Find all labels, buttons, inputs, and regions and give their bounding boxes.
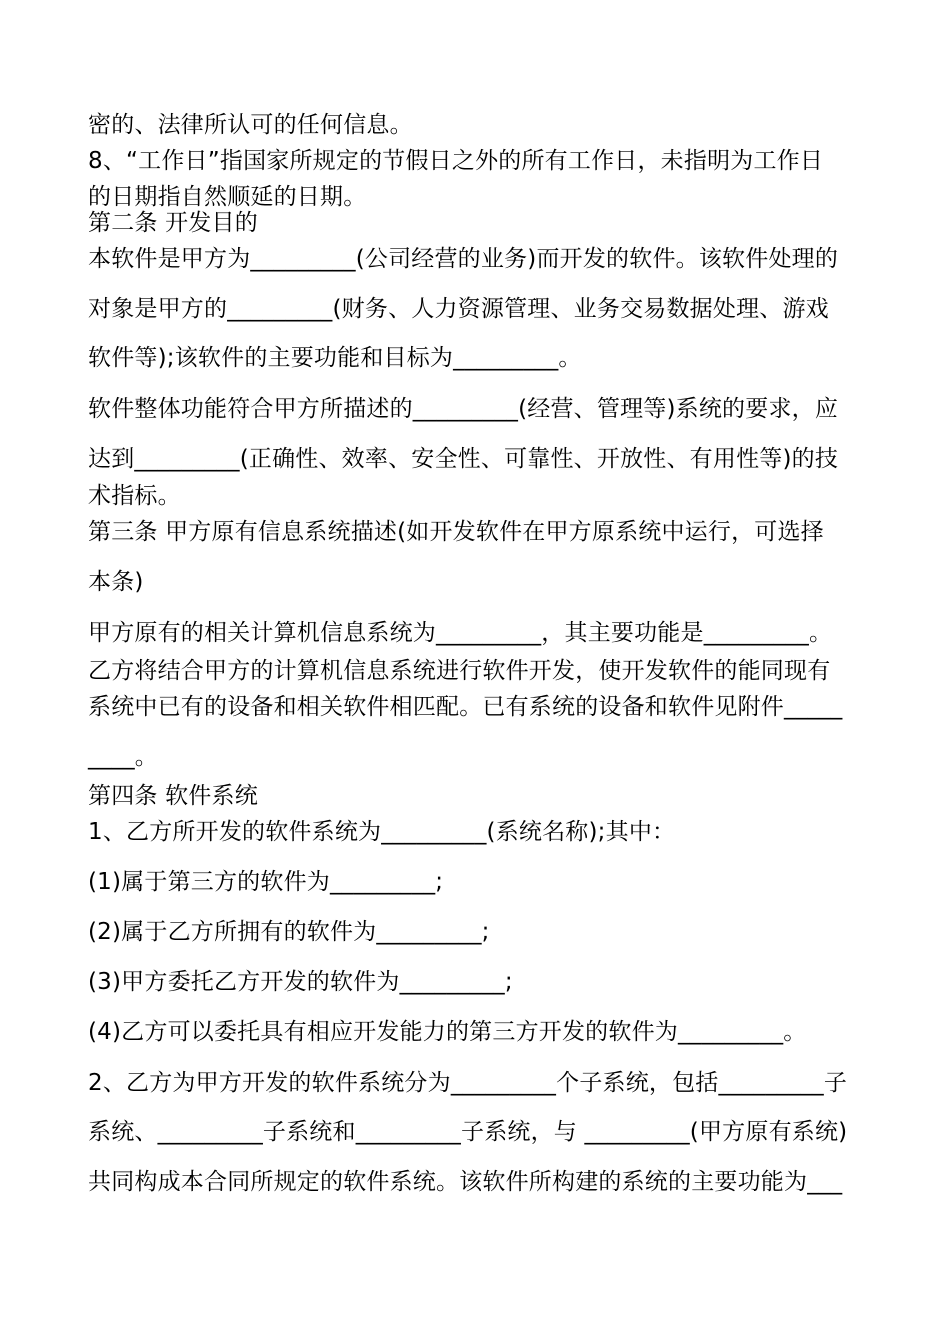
text-line: 2、乙方为甲方开发的软件系统分为_________个子系统，包括_________子 (88, 1070, 848, 1096)
text-line: 甲方原有的相关计算机信息系统为_________，其主要功能是_________。 (88, 620, 833, 646)
text-line: 的日期指自然顺延的日期。 (88, 184, 367, 210)
text-line: 术指标。 (88, 483, 181, 509)
text-line: 本条) (88, 569, 144, 595)
list-item: (3)甲方委托乙方开发的软件为_________; (88, 969, 513, 995)
text-line: 软件整体功能符合甲方所描述的_________(经营、管理等)系统的要求，应 (88, 396, 839, 422)
list-item: (4)乙方可以委托具有相应开发能力的第三方开发的软件为_________。 (88, 1019, 807, 1045)
section-heading: 第二条 开发目的 (88, 210, 258, 236)
list-item: (1)属于第三方的软件为_________; (88, 869, 444, 895)
text-line: 软件等);该软件的主要功能和目标为_________。 (88, 345, 582, 371)
text-line: 系统、_________子系统和_________子系统，与 _________(甲方原有系统) (88, 1119, 848, 1145)
text-line: 乙方将结合甲方的计算机信息系统进行软件开发，使开发软件的能同现有 (88, 658, 831, 684)
text-line: 达到_________(正确性、效率、安全性、可靠性、开放性、有用性等)的技 (88, 446, 839, 472)
text-line: 密的、法律所认可的任何信息。 (88, 112, 413, 138)
text-line: ____。 (88, 744, 158, 770)
text-line: 1、乙方所开发的软件系统为_________(系统名称);其中： (88, 819, 676, 845)
text-line: 共同构成本合同所规定的软件系统。该软件所构建的系统的主要功能为___ (88, 1169, 843, 1195)
text-line: 对象是甲方的_________(财务、人力资源管理、业务交易数据处理、游戏 (88, 296, 829, 322)
section-heading: 第三条 甲方原有信息系统描述(如开发软件在甲方原系统中运行，可选择 (88, 519, 824, 545)
text-line: 系统中已有的设备和相关软件相匹配。已有系统的设备和软件见附件_____ (88, 694, 843, 720)
text-line: 本软件是甲方为_________(公司经营的业务)而开发的软件。该软件处理的 (88, 246, 839, 272)
text-line: 8、“工作日”指国家所规定的节假日之外的所有工作日，未指明为工作日 (88, 148, 824, 174)
section-heading: 第四条 软件系统 (88, 783, 258, 809)
list-item: (2)属于乙方所拥有的软件为_________; (88, 919, 490, 945)
